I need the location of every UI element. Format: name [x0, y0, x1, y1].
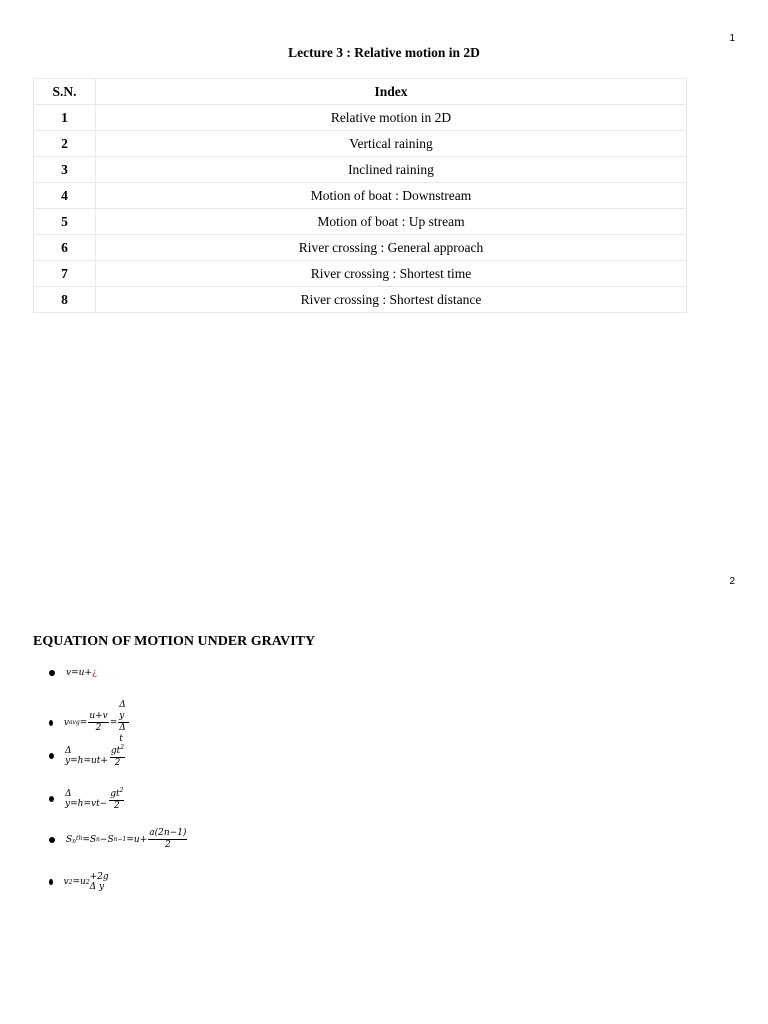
fraction-numerator-text: gt: [110, 746, 121, 756]
equation-item: [49, 668, 97, 678]
bullet-icon: [49, 879, 53, 885]
row-sn: 5: [34, 209, 96, 235]
equation-text: =: [109, 717, 118, 728]
equation-superscript: 2: [85, 878, 90, 886]
fraction-denominator: 2: [114, 758, 121, 768]
equation-superscript: 2: [68, 878, 73, 886]
table-row: [34, 209, 687, 235]
equation-text: =u+: [126, 834, 148, 845]
equation-item: [49, 872, 111, 892]
equation-superscript: 2: [120, 744, 125, 751]
equation-subscript: [72, 835, 82, 845]
equation-item: [49, 828, 188, 851]
row-topic: Vertical raining: [96, 131, 687, 157]
table-row: [34, 131, 687, 157]
bullet-icon: [49, 837, 55, 843]
row-topic: River crossing : Shortest time: [96, 261, 687, 287]
row-sn: 2: [34, 131, 96, 157]
equation-subscript: n: [96, 836, 100, 843]
row-topic: Inclined raining: [96, 157, 687, 183]
row-sn: 7: [34, 261, 96, 287]
equation-fraction: [118, 700, 129, 745]
equation-text: Δ y=h=ut+: [65, 745, 108, 766]
equation-text: Δ y=h=vt−: [65, 788, 108, 809]
table-row: [34, 235, 687, 261]
column-header-sn: S.N.: [34, 79, 96, 105]
equation-fraction: [110, 742, 125, 769]
equation-text: S: [66, 834, 73, 845]
equation-fraction: [148, 828, 187, 851]
page-number: 2: [729, 576, 735, 587]
table-row: [34, 287, 687, 313]
row-topic: River crossing : Shortest distance: [96, 287, 687, 313]
equation-text: =S: [82, 834, 97, 845]
equation-subscript: n−1: [113, 836, 127, 843]
fraction-denominator: 2: [95, 723, 102, 733]
equation-item: [49, 700, 130, 745]
bullet-icon: [49, 670, 55, 676]
lecture-title: Lecture 3 : Relative motion in 2D: [288, 45, 480, 60]
equation-glyph: ¿: [91, 668, 97, 678]
equation-text: v: [63, 877, 69, 887]
table-row: [34, 261, 687, 287]
row-sn: 1: [34, 105, 96, 131]
equation-text: v: [63, 717, 69, 728]
bullet-icon: [49, 796, 54, 802]
subscript-text: n: [72, 837, 77, 845]
table-header-row: [34, 79, 687, 105]
index-table: [33, 78, 687, 313]
equation-fraction: [109, 785, 124, 812]
row-sn: 8: [34, 287, 96, 313]
table-row: [34, 183, 687, 209]
equation-text: =u: [72, 877, 86, 887]
fraction-denominator: 2: [113, 801, 120, 811]
column-header-index: Index: [96, 79, 687, 105]
row-topic: River crossing : General approach: [96, 235, 687, 261]
equation-text: −S: [99, 834, 114, 845]
row-sn: 3: [34, 157, 96, 183]
equation-text: v=u+: [66, 668, 92, 678]
equation-item: [49, 785, 125, 812]
row-topic: Motion of boat : Up stream: [96, 209, 687, 235]
equation-superscript: th: [76, 834, 83, 842]
bullet-icon: [49, 753, 54, 759]
equation-superscript: 2: [119, 787, 124, 794]
equation-text: +2g Δ y: [89, 872, 109, 892]
fraction-denominator: Δ t: [119, 723, 126, 744]
fraction-numerator: Δ y: [118, 700, 129, 723]
fraction-numerator-text: gt: [110, 789, 120, 799]
section-title: EQUATION OF MOTION UNDER GRAVITY: [33, 634, 316, 649]
bullet-icon: [49, 720, 53, 726]
fraction-denominator: 2: [164, 840, 171, 850]
row-topic: Relative motion in 2D: [96, 105, 687, 131]
row-sn: 4: [34, 183, 96, 209]
row-topic: Motion of boat : Downstream: [96, 183, 687, 209]
equation-subscript: avg: [68, 719, 80, 726]
fraction-numerator: [110, 742, 125, 758]
equation-item: [49, 742, 126, 769]
fraction-numerator: a(2n−1): [149, 828, 187, 838]
fraction-numerator: u+v: [89, 711, 108, 721]
row-sn: 6: [34, 235, 96, 261]
page-number: 1: [729, 33, 735, 44]
table-row: [34, 157, 687, 183]
fraction-numerator: [109, 785, 124, 801]
equation-text: =: [79, 717, 88, 728]
table-row: [34, 105, 687, 131]
equation-fraction: [88, 711, 108, 734]
